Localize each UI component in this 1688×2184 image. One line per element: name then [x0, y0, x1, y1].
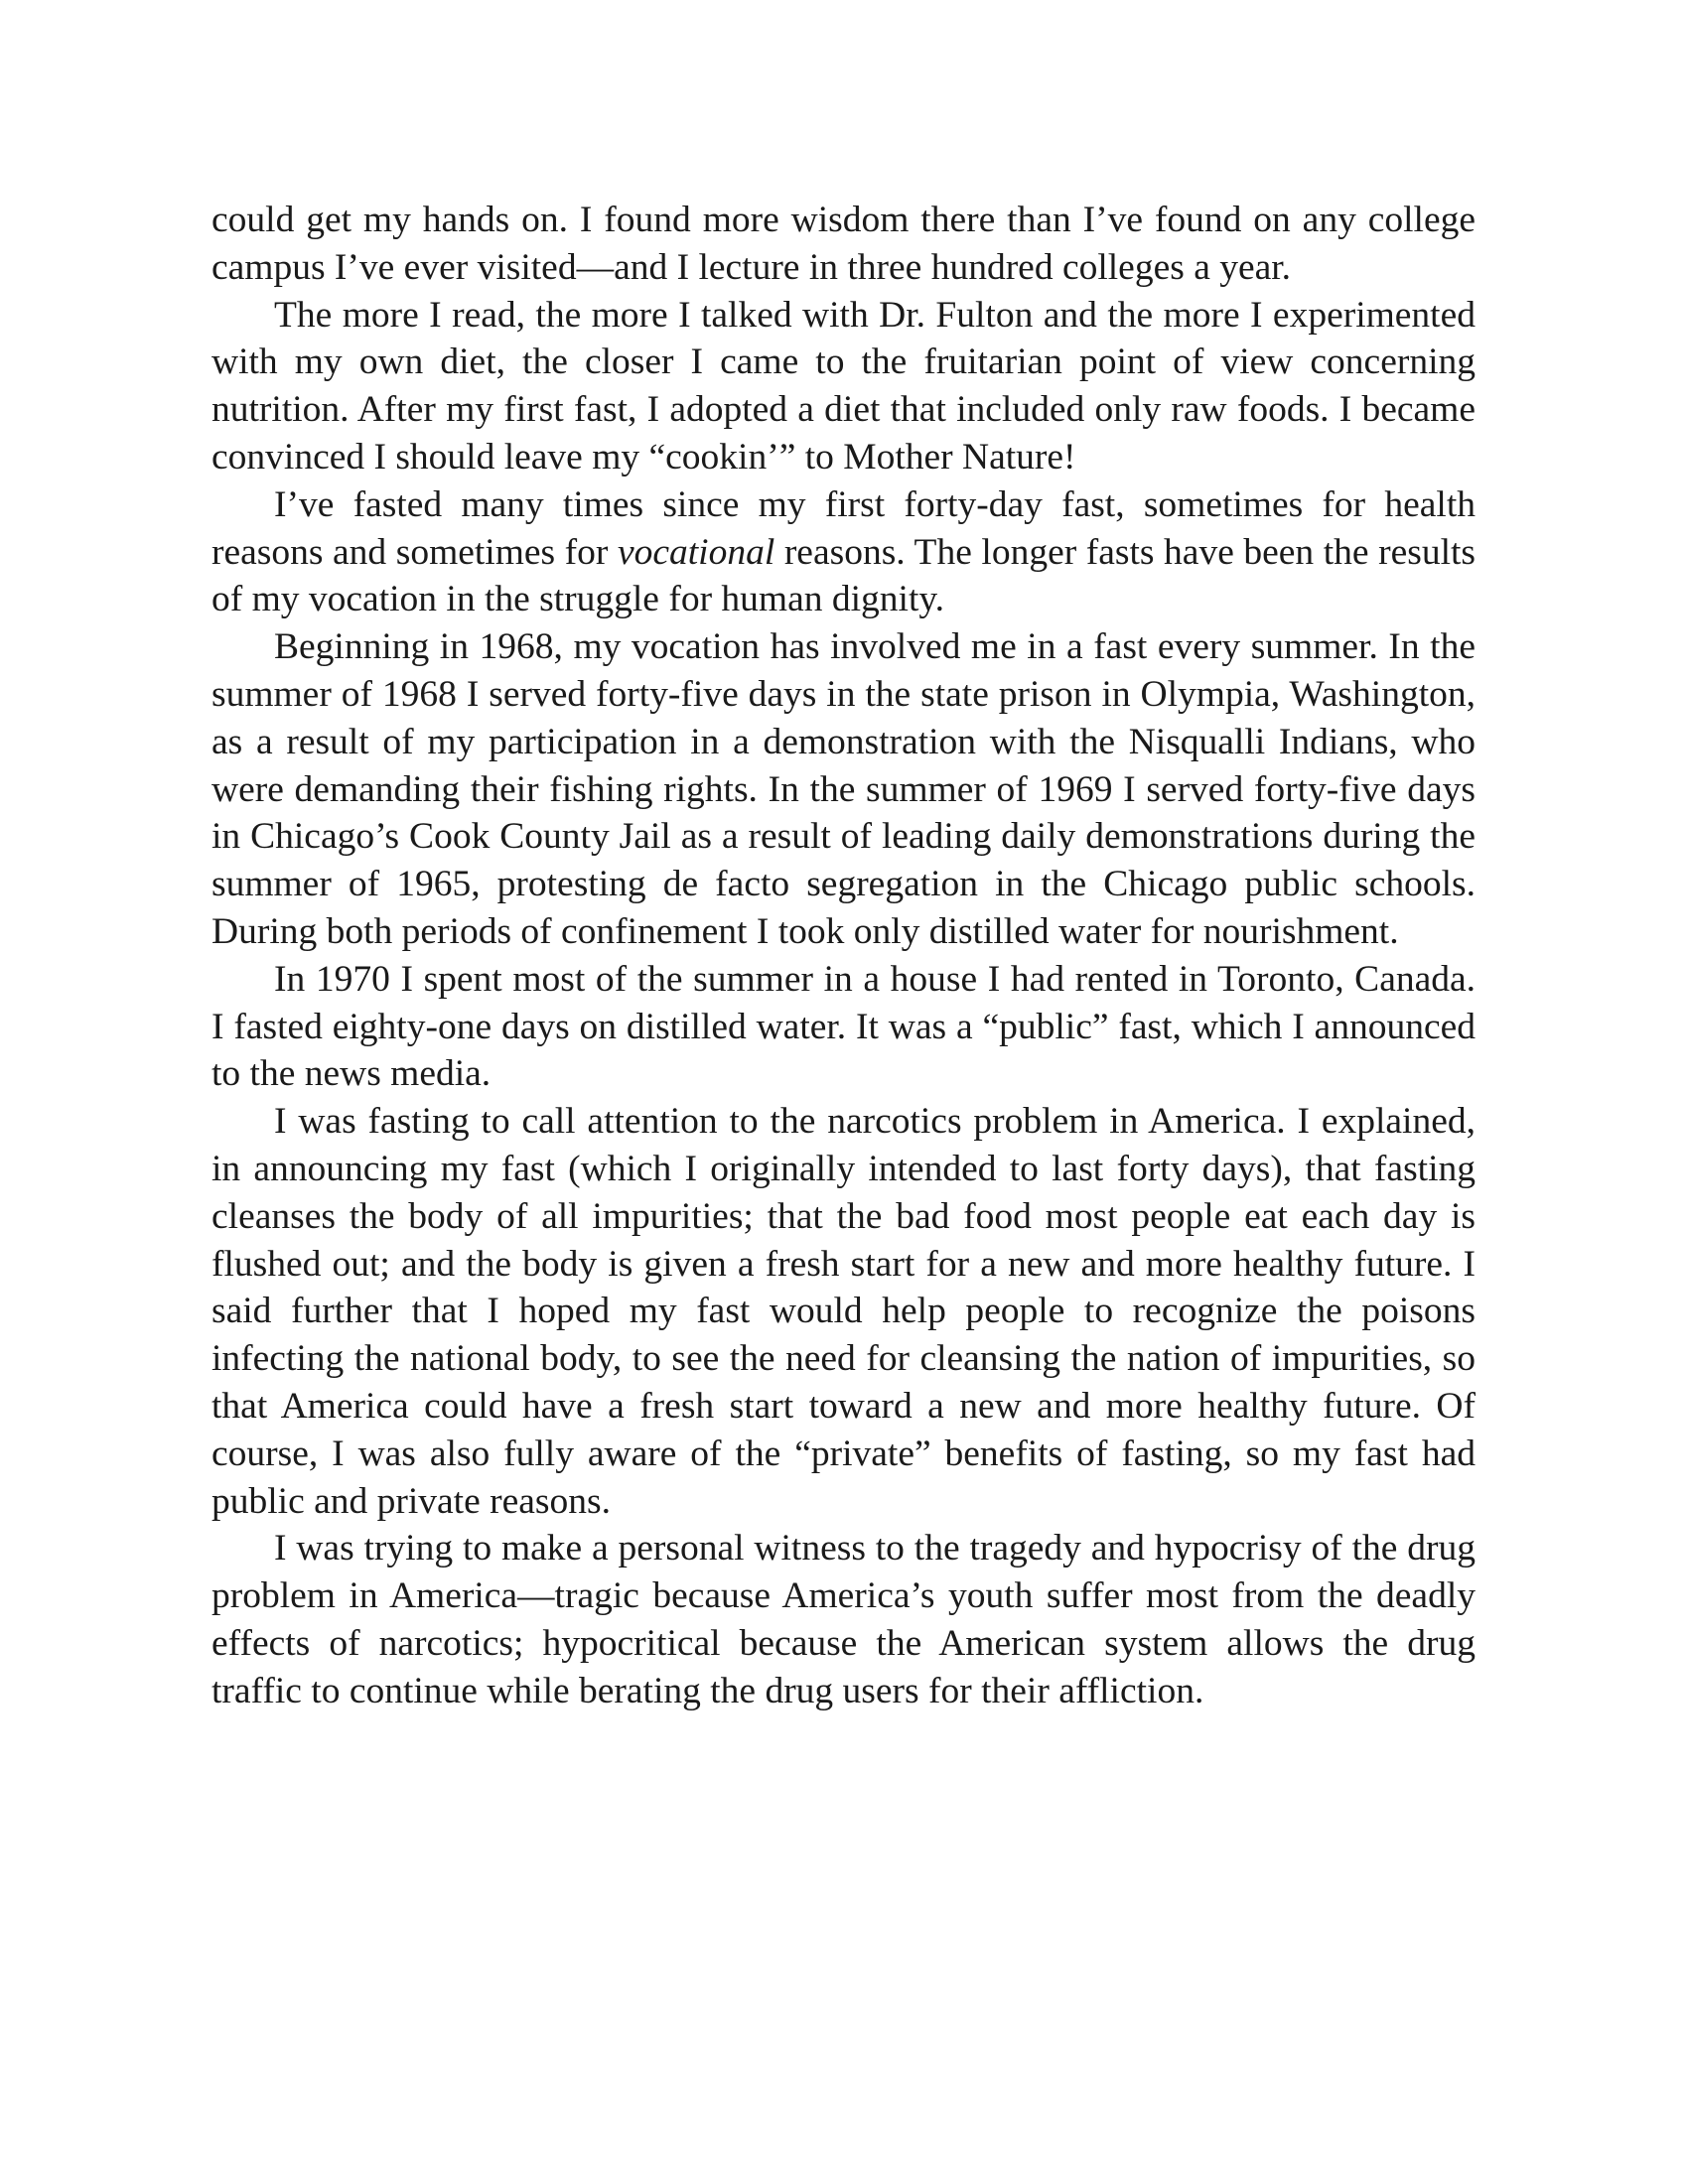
- paragraph-toronto-fast: In 1970 I spent most of the summer in a house I had rented in Toronto, Canada. I fasted eighty-one days on distilled water. It was a “public” fast, which I announced to the news media.: [211, 958, 1476, 1095]
- paragraph-fruitarian-diet: The more I read, the more I talked with Dr. Fulton and the more I experimented with my own diet, the closer I came to the fruitarian point of view concerning nutrition. After my first fast, I adopted a diet that included only raw foods. I became convinced I should leave my “cookin’” to Mother Nature!: [211, 294, 1476, 478]
- emphasis-vocational: vocational: [617, 531, 775, 573]
- paragraph-continuation: could get my hands on. I found more wisdom there than I’ve found on any college campus I’ve ever visited—and I lecture in three hundred colleges a year.: [211, 200, 1476, 288]
- paragraph-personal-witness: I was trying to make a personal witness to the tragedy and hypocrisy of the drug problem in America—tragic because America’s youth suffer most from the deadly effects of narcotics; hypocritical because the American system allows the drug traffic to continue while berating the drug users for their affliction.: [211, 1528, 1476, 1711]
- body-text: [211, 197, 1476, 1715]
- paragraph-text-before-emphasis: I’ve fasted many times since my first forty-day fast, sometimes for health reasons and sometimes for: [211, 483, 1476, 573]
- paragraph-text-after-emphasis: reasons. The longer fasts have been the results of my vocation in the struggle for human dignity.: [211, 531, 1477, 620]
- paragraph-vocational-fasting: [211, 481, 1476, 623]
- paragraph-narcotics-problem: I was fasting to call attention to the narcotics problem in America. I explained, in announcing my fast (which I originally intended to last forty days), that fasting cleanses the body of all impurities; that the bad food most people eat each day is flushed out; and the body is given a fresh start for a new and more healthy future. I said further that I hoped my fast would help people to recognize the poisons infecting the national body, to see the need for cleansing the nation of impurities, so that America could have a fresh start toward a new and more healthy future. Of course, I was also fully aware of the “private” benefits of fasting, so my fast had public and private reasons.: [211, 1101, 1476, 1522]
- paragraph-summer-fasts: Beginning in 1968, my vocation has involved me in a fast every summer. In the summer of 1968 I served forty-five days in the state prison in Olympia, Washington, as a result of my participation in a demonstration with the Nisqualli Indians, who were demanding their fishing rights. In the summer of 1969 I served forty-five days in Chicago’s Cook County Jail as a result of leading daily demonstrations during the summer of 1965, protesting de facto segregation in the Chicago public schools. During both periods of confinement I took only distilled water for nourishment.: [211, 626, 1476, 952]
